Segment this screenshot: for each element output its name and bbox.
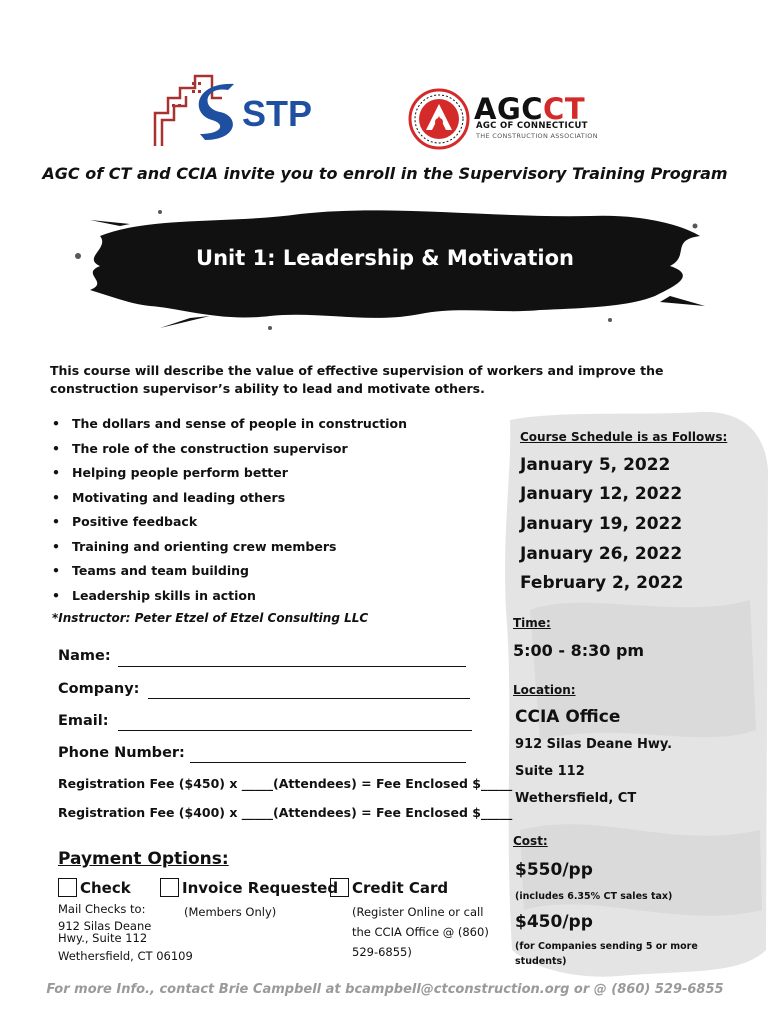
time-value: 5:00 - 8:30 pm [513,641,645,660]
phone-label: Phone Number: [58,745,185,761]
invoice-note: (Members Only) [184,905,277,919]
agc-wordmark: AGCCT [474,92,586,126]
schedule-date: January 26, 2022 [520,544,683,564]
agc-subtitle: AGC OF CONNECTICUT [476,121,588,131]
price-standard: $550/pp [515,860,593,880]
list-item: • Leadership skills in action [50,586,407,611]
payment-options-heading: Payment Options: [58,849,229,869]
tagline: AGC of CT and CCIA invite you to enroll in the Supervisory Training Program [42,164,728,183]
stp-logo [150,68,330,148]
location-line: 912 Silas Deane Hwy. [515,737,673,752]
check-mail-address: 912 Silas Deane Hwy., Suite 112 [58,919,152,945]
topic-list [50,414,407,610]
location-name: CCIA Office [515,707,621,727]
unit-title: Unit 1: Leadership & Motivation [196,246,574,270]
course-description: This course will describe the value of effective supervision of workers and improve the construction supervisor’s ability to lead and motivate others. [50,363,664,396]
cost-label: Cost: [513,834,548,848]
time-label: Time: [513,616,551,630]
location-line: Suite 112 [515,764,585,779]
contact-footer: For more Info., contact Brie Campbell at bcampbell@ctconstruction.org or @ (860) 529-6855 [46,982,724,997]
price-group-note: (for Companies sending 5 or more students) [515,941,698,967]
list-item: • Positive feedback [50,512,407,537]
location-label: Location: [513,683,576,697]
instructor-note: *Instructor: Peter Etzel of Etzel Consulting LLC [52,611,369,625]
schedule-date: January 19, 2022 [520,514,683,534]
invoice-label: Invoice Requested [182,879,339,897]
agc-seal-logo [408,88,470,150]
check-mail-heading: Mail Checks to: [58,902,146,916]
schedule-heading: Course Schedule is as Follows: [520,430,728,444]
check-label: Check [80,879,131,897]
list-item: • Motivating and leading others [50,488,407,513]
company-label: Company: [58,681,140,697]
credit-card-note: (Register Online or call the CCIA Office @ (860) 529-6855) [352,905,489,959]
list-item: • Teams and team building [50,561,407,586]
company-field[interactable] [148,698,470,699]
phone-field[interactable] [190,762,466,763]
price-group: $450/pp [515,912,593,932]
schedule-date: January 5, 2022 [520,455,671,475]
stp-logo-text: STP [242,93,313,134]
registration-fee-400: Registration Fee ($400) x _____(Attendees) = Fee Enclosed $_____ [58,805,513,820]
location-line: Wethersfield, CT [515,791,637,806]
email-field[interactable] [118,730,472,731]
name-field[interactable] [118,666,466,667]
schedule-date: January 12, 2022 [520,484,683,504]
list-item: • The dollars and sense of people in construction [50,414,407,439]
invoice-checkbox[interactable] [160,878,179,897]
registration-fee-450: Registration Fee ($450) x _____(Attendees) = Fee Enclosed $_____ [58,776,513,791]
agc-subtitle-2: THE CONSTRUCTION ASSOCIATION [476,132,598,140]
list-item: • Helping people perform better [50,463,407,488]
schedule-date: February 2, 2022 [520,573,684,593]
name-label: Name: [58,648,111,664]
credit-card-label: Credit Card [352,879,449,897]
check-checkbox[interactable] [58,878,77,897]
check-mail-city: Wethersfield, CT 06109 [58,949,193,963]
email-label: Email: [58,713,109,729]
credit-card-checkbox[interactable] [330,878,349,897]
price-standard-note: (includes 6.35% CT sales tax) [515,891,673,902]
list-item: • Training and orienting crew members [50,537,407,562]
list-item: • The role of the construction supervisor [50,439,407,464]
